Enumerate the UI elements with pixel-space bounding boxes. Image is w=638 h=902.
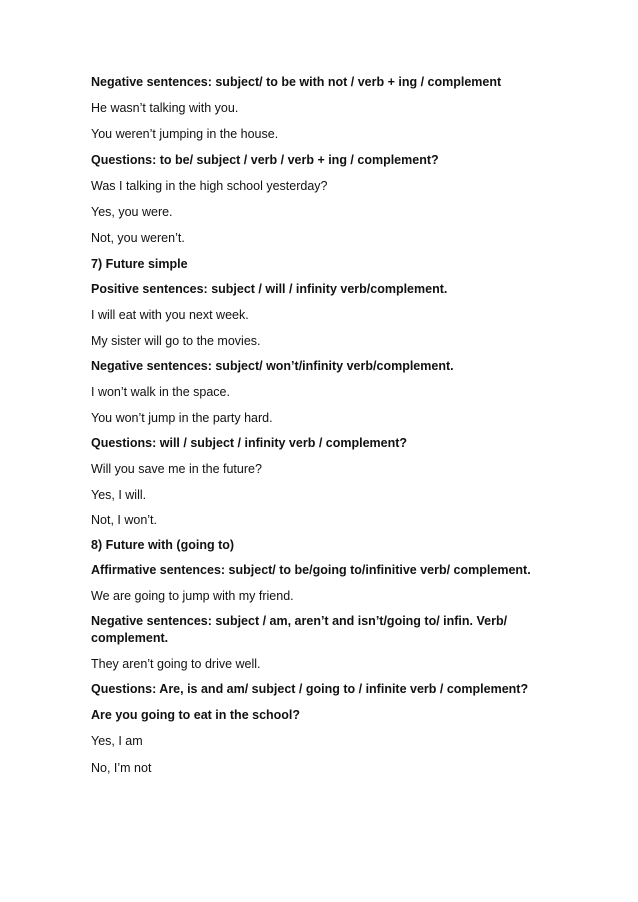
example-question: Are you going to eat in the school? — [91, 708, 301, 722]
example-sentence: Yes, I will. — [91, 488, 147, 502]
example-sentence: You weren’t jumping in the house. — [91, 127, 279, 141]
example-sentence: He wasn’t talking with you. — [91, 101, 239, 115]
section-title-future-simple: 7) Future simple — [91, 257, 188, 271]
heading-questions-past-continuous: Questions: to be/ subject / verb / verb + ing / complement? — [91, 153, 439, 167]
heading-positive-future-simple: Positive sentences: subject / will / infinity verb/complement. — [91, 282, 448, 296]
heading-negative-going-to: Negative sentences: subject / am, aren’t and isn’t/going to/ infin. Verb/ complement. — [91, 614, 508, 645]
example-sentence: I won’t walk in the space. — [91, 385, 230, 399]
example-sentence: Was I talking in the high school yesterday? — [91, 179, 328, 193]
heading-negative-future-simple: Negative sentences: subject/ won’t/infinity verb/complement. — [91, 359, 454, 373]
example-sentence: We are going to jump with my friend. — [91, 589, 294, 603]
example-sentence: Not, you weren’t. — [91, 231, 185, 245]
example-sentence: Yes, I am — [91, 734, 143, 748]
heading-questions-future-simple: Questions: will / subject / infinity verb / complement? — [91, 436, 408, 450]
example-sentence: No, I’m not — [91, 761, 152, 775]
heading-affirmative-going-to: Affirmative sentences: subject/ to be/going to/infinitive verb/ complement. — [91, 563, 531, 577]
section-title-future-going-to: 8) Future with (going to) — [91, 538, 235, 552]
heading-negative-past-continuous: Negative sentences: subject/ to be with not / verb + ing / complement — [91, 75, 502, 89]
heading-questions-going-to: Questions: Are, is and am/ subject / going to / infinite verb / complement? — [91, 682, 529, 696]
example-sentence: You won’t jump in the party hard. — [91, 411, 273, 425]
example-sentence: My sister will go to the movies. — [91, 334, 261, 348]
example-sentence: Not, I won’t. — [91, 513, 157, 527]
example-sentence: I will eat with you next week. — [91, 308, 249, 322]
example-sentence: They aren’t going to drive well. — [91, 657, 261, 671]
example-sentence: Yes, you were. — [91, 205, 173, 219]
example-sentence: Will you save me in the future? — [91, 462, 262, 476]
